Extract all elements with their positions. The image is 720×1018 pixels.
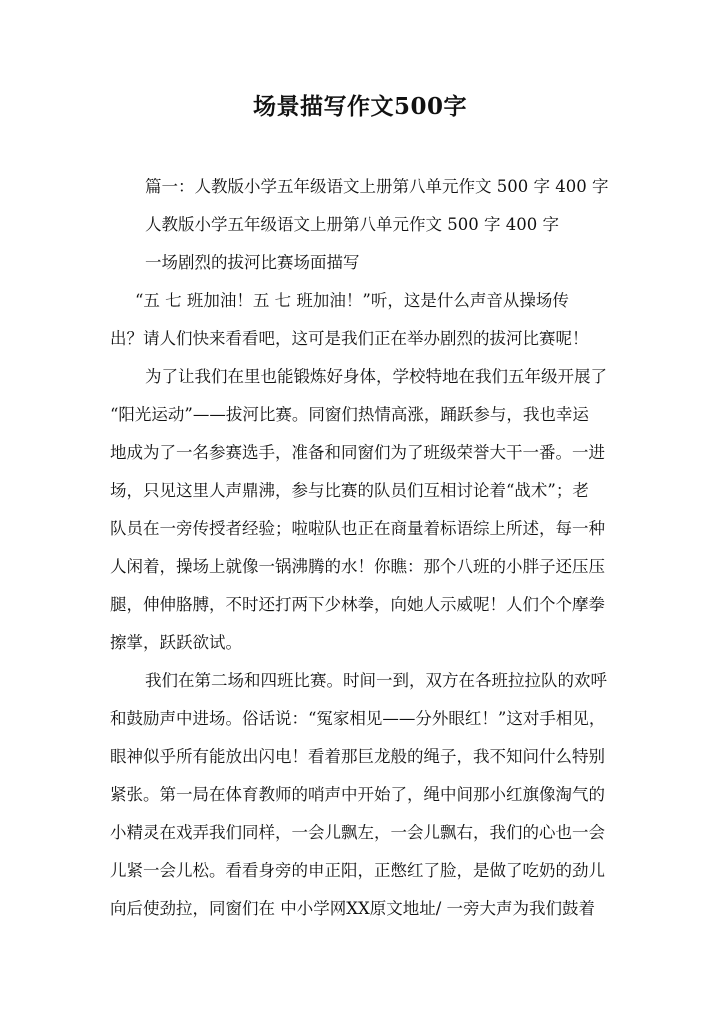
text-line-1: 篇一：人教版小学五年级语文上册第八单元作文 500 字 400 字: [145, 177, 609, 196]
text-line-16: 眼神似乎所有能放出闪电！看着那巨龙般的绳子，我不知问什么特别: [110, 747, 605, 766]
text-line-10: 队员在一旁传授者经验；啦啦队也正在商量着标语综上所述，每一种: [110, 519, 605, 538]
text-line-19: 儿紧一会儿松。看看身旁的申正阳，正憋红了脸，是做了吃奶的劲儿: [110, 861, 605, 880]
text-line-2: 人教版小学五年级语文上册第八单元作文 500 字 400 字: [145, 215, 559, 234]
text-line-14: 我们在第二场和四班比赛。时间一到，双方在各班拉拉队的欢呼: [145, 671, 607, 690]
document-title: 场景描写作文500字: [252, 93, 467, 120]
text-line-17: 紧张。第一局在体育教师的哨声中开始了，绳中间那小红旗像淘气的: [110, 785, 605, 804]
text-line-3: 一场剧烈的拔河比赛场面描写: [145, 253, 360, 272]
document-body: [110, 168, 610, 928]
text-line-4: “五 七 班加油！五 七 班加油！”听，这是什么声音从操场传: [135, 291, 569, 310]
text-line-7: “阳光运动”——拔河比赛。同窗们热情高涨，踊跃参与，我也幸运: [110, 405, 589, 424]
text-line-11: 人闲着，操场上就像一锅沸腾的水！你瞧：那个八班的小胖子还压压: [110, 557, 605, 576]
text-line-8: 地成为了一名参赛选手，准备和同窗们为了班级荣誉大干一番。一进: [110, 443, 605, 462]
text-line-18: 小精灵在戏弄我们同样，一会儿飘左，一会儿飘右，我们的心也一会: [110, 823, 605, 842]
text-line-12: 腿，伸伸胳膊，不时还打两下少林拳，向她人示威呢！人们个个摩拳: [110, 595, 605, 614]
text-line-9: 场，只见这里人声鼎沸，参与比赛的队员们互相讨论着“战术”；老: [110, 481, 589, 500]
text-line-6: 为了让我们在里也能锻炼好身体，学校特地在我们五年级开展了: [145, 367, 607, 386]
text-line-15: 和鼓励声中进场。俗话说：“冤家相见——分外眼红！”这对手相见，: [110, 709, 606, 728]
text-line-13: 擦掌，跃跃欲试。: [110, 633, 242, 652]
text-line-5: 出？请人们快来看看吧，这可是我们正在举办剧烈的拔河比赛呢！: [110, 329, 589, 348]
text-line-20: 向后使劲拉，同窗们在 中小学网XX原文地址/ 一旁大声为我们鼓着: [110, 899, 596, 918]
